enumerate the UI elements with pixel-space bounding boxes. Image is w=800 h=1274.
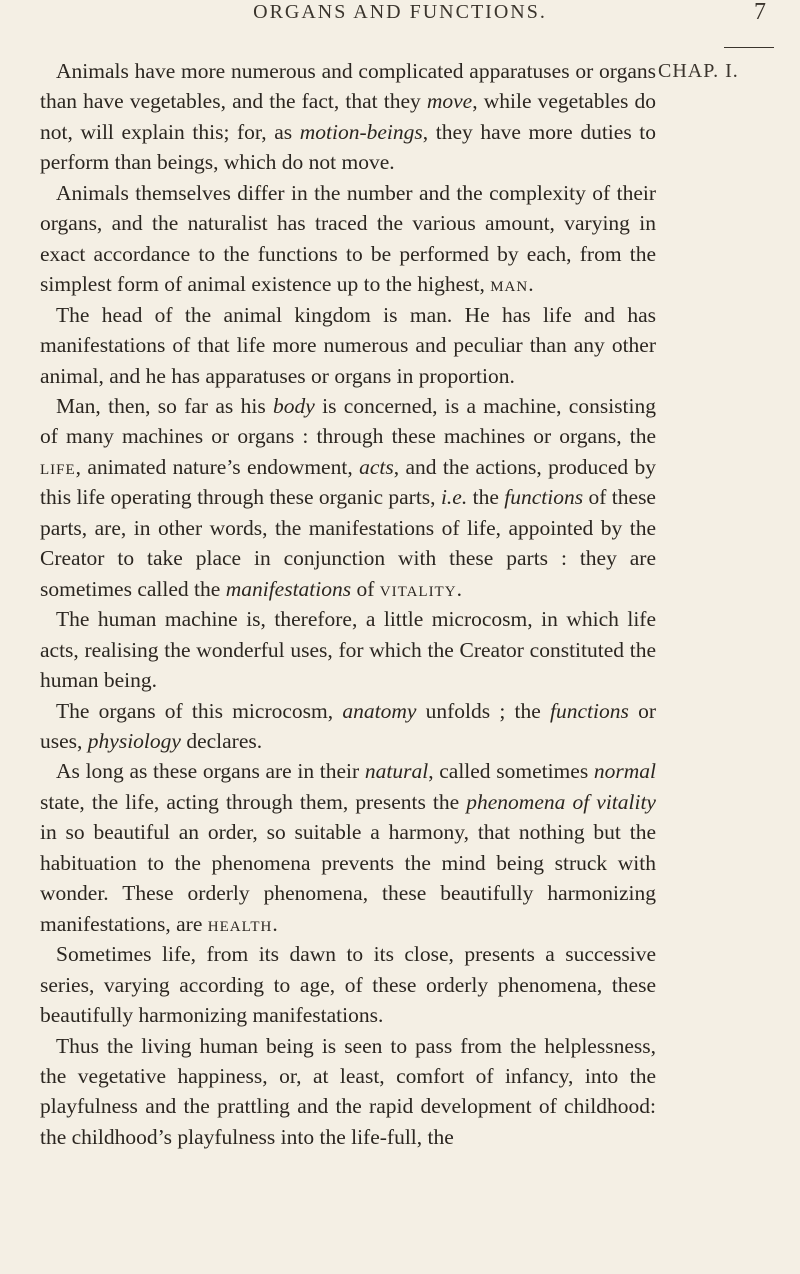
text-run: . bbox=[272, 911, 278, 936]
italic-text: normal bbox=[593, 759, 656, 784]
italic-text: motion-beings bbox=[299, 119, 423, 144]
italic-text: i.e. bbox=[440, 485, 468, 510]
italic-text: natural bbox=[364, 759, 429, 784]
text-run: state, the life, acting through them, presents the bbox=[40, 789, 467, 814]
small-caps-text: life bbox=[40, 454, 76, 479]
text-run: Animals have more numerous and complicated apparatuses or organs than have vegetables, and the fact, that they bbox=[40, 59, 656, 114]
text-run: The human machine is, therefore, a little microcosm, in which life acts, realising the wonderful uses, for which the Creator constituted the human being. bbox=[40, 607, 656, 693]
text-run: The organs of this microcosm, bbox=[56, 698, 343, 723]
margin-rule bbox=[724, 47, 774, 48]
paragraph bbox=[40, 696, 656, 757]
text-run: , they have more duties to perform than beings, which do not move. bbox=[40, 119, 657, 175]
text-run: . bbox=[528, 272, 534, 297]
text-run: Thus the living human being is seen to pass from the helplessness, the vegetative happiness, or, at least, comfort of infancy, into the playfulness and the prattling and the rapid development of childhood: the childhood’s playfulness into the life-full, the bbox=[40, 1033, 656, 1149]
small-caps-text: health bbox=[207, 911, 273, 936]
italic-text: body bbox=[273, 393, 315, 418]
italic-text: anatomy bbox=[342, 698, 417, 723]
paragraph bbox=[40, 178, 656, 300]
text-run: The head of the animal kingdom is man. He has life and has manifestations of that life more numerous and peculiar than any other animal, and he has apparatuses or organs in proportion. bbox=[40, 302, 656, 388]
paragraph bbox=[40, 300, 656, 391]
paragraph bbox=[40, 391, 656, 604]
text-run: , and the actions, produced by this life operating through these organic parts, bbox=[40, 454, 656, 510]
text-run: is concerned, is a machine, consisting of many machines or organs : through these machines or organs, the bbox=[40, 393, 656, 449]
text-run: or uses, bbox=[40, 698, 656, 753]
italic-text: phenomena of vitality bbox=[466, 789, 656, 814]
body-text bbox=[40, 56, 656, 1152]
chapter-label: CHAP. I. bbox=[658, 60, 739, 82]
small-caps-text: vitality bbox=[379, 576, 457, 601]
text-run: declares. bbox=[180, 728, 263, 753]
italic-text: functions bbox=[550, 698, 629, 723]
paragraph bbox=[40, 56, 656, 178]
text-run: , while vegetables do not, will explain this; for, as bbox=[40, 89, 656, 144]
paragraph bbox=[40, 756, 656, 939]
text-run: Man, then, so far as his bbox=[56, 393, 274, 418]
text-run: . bbox=[456, 576, 462, 601]
small-caps-text: man bbox=[490, 272, 529, 297]
text-run: in so beautiful an order, so suitable a harmony, that nothing but the habituation to the phenomena prevents the mind being struck with wonder. These orderly phenomena, these beautifully harmonizing manifestations, are bbox=[40, 820, 656, 936]
text-run: Sometimes life, from its dawn to its close, presents a successive series, varying according to age, of these orderly phenomena, these beautifully harmonizing manifestations. bbox=[40, 942, 656, 1028]
italic-text: functions bbox=[504, 485, 584, 510]
page-number: 7 bbox=[754, 0, 766, 25]
text-run: the bbox=[467, 485, 505, 510]
text-run: As long as these organs are in their bbox=[56, 759, 365, 784]
running-head: ORGANS AND FUNCTIONS. bbox=[253, 1, 547, 23]
text-run: , called sometimes bbox=[428, 759, 594, 784]
italic-text: physiology bbox=[87, 728, 181, 753]
text-run: of these parts, are, in other words, the manifestations of life, appointed by the Creator to take place in conjunction with these parts : they are sometimes called the bbox=[40, 485, 656, 601]
text-run: of bbox=[351, 576, 380, 601]
paragraph bbox=[40, 1031, 656, 1153]
text-run: unfolds ; the bbox=[416, 698, 551, 723]
text-run: , animated nature’s endowment, bbox=[75, 454, 360, 479]
text-run: Animals themselves differ in the number and the complexity of their organs, and the naturalist has traced the various amount, varying in exact accordance to the functions to be performed by each, from the simplest form of animal existence up to the highest, bbox=[40, 180, 656, 297]
paragraph bbox=[40, 939, 656, 1030]
paragraph bbox=[40, 604, 656, 695]
italic-text: move bbox=[426, 89, 473, 114]
italic-text: acts bbox=[359, 454, 394, 479]
italic-text: manifestations bbox=[225, 576, 352, 601]
